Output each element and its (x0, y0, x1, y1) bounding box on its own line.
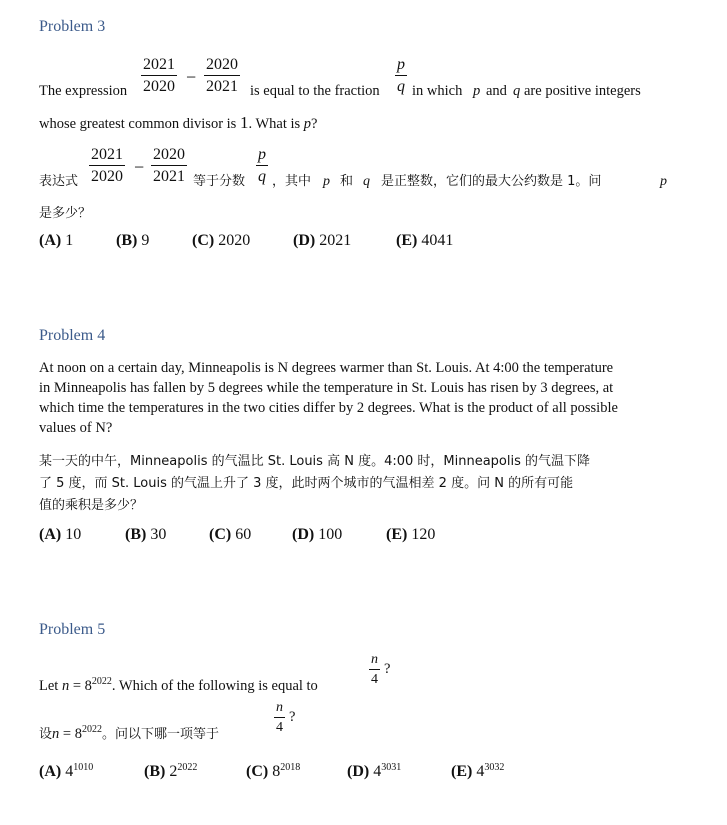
problem-4-en-line: values of N? (39, 420, 113, 436)
choice-label: (E) (396, 232, 418, 249)
choice-exponent: 2018 (280, 762, 301, 773)
problem-4-zh-statement (39, 451, 699, 517)
problem-3-en-line2 (39, 113, 317, 134)
problem-5-zh-mid: 。问以下哪一项等于 (101, 727, 219, 742)
choice-label: (D) (347, 763, 370, 780)
problem-4-zh-line: 值的乘积是多少？ (39, 498, 144, 513)
var-n: n (61, 678, 70, 694)
choice-label: (B) (144, 763, 166, 780)
choice-base: 8 (272, 763, 281, 780)
denominator: 2020 (143, 78, 175, 95)
problem-3-zh-text-e: 是正整数，它们的最大公约数是 1。问 (381, 174, 602, 189)
choice-label: (D) (292, 526, 315, 543)
zh-fraction-n-over-4 (274, 700, 285, 736)
choice-value: 30 (150, 526, 167, 543)
problem-3-choice-d[interactable] (293, 232, 351, 250)
choice-label: (D) (293, 232, 316, 249)
choice-label: (A) (39, 232, 62, 249)
minus-sign: − (134, 157, 145, 177)
base: 8 (84, 678, 92, 694)
denominator: q (258, 168, 266, 185)
problem-5-choice-d[interactable] (347, 762, 401, 781)
numerator: 2020 (204, 56, 240, 76)
choice-label: (C) (246, 763, 269, 780)
choice-base: 2 (169, 763, 178, 780)
choice-value: 1 (65, 232, 74, 249)
problem-3-choice-b[interactable] (116, 232, 149, 250)
exponent: 2022 (91, 676, 112, 687)
choice-value: 2020 (218, 232, 251, 249)
question-mark: ? (289, 709, 296, 725)
denominator: 4 (276, 720, 283, 735)
problem-3-choice-e[interactable] (396, 232, 453, 250)
problem-4-choice-d[interactable] (292, 526, 342, 544)
zh-fraction-p-over-q (256, 146, 268, 186)
power-8-2022 (75, 726, 102, 742)
problem-5-choice-b[interactable] (144, 762, 197, 781)
zh-fraction-2020-over-2021 (151, 146, 187, 186)
numerator: 2021 (89, 146, 125, 166)
problem-3-en-line2-b: . What is (248, 116, 301, 132)
choice-value: 100 (318, 526, 343, 543)
choice-value: 2021 (319, 232, 352, 249)
problem-3-en-text-a: The expression (39, 83, 128, 99)
var-q: q (513, 83, 521, 99)
problem-3-en-text-d: and (486, 83, 507, 99)
fraction-p-over-q (395, 56, 407, 96)
fraction-n-over-4 (369, 652, 380, 688)
choice-label: (E) (451, 763, 473, 780)
fraction-2020-over-2021 (204, 56, 240, 96)
fraction-2021-over-2020 (141, 56, 177, 96)
problem-5-choice-c[interactable] (246, 762, 300, 781)
problem-3-zh-text-a: 表达式 (39, 174, 79, 189)
var-q: q (363, 174, 370, 189)
problem-4-choice-b[interactable] (125, 526, 166, 544)
var-n: n (52, 726, 60, 742)
choice-exponent: 2022 (177, 762, 198, 773)
choice-value: 9 (141, 232, 150, 249)
choice-label: (A) (39, 763, 62, 780)
choice-base: 4 (65, 763, 74, 780)
power-8-2022 (85, 678, 112, 694)
numerator: n (369, 652, 380, 670)
zh-fraction-2021-over-2020 (89, 146, 125, 186)
problem-5-choice-e[interactable] (451, 762, 504, 781)
numerator: p (256, 146, 268, 166)
problem-5-zh-line (39, 720, 219, 745)
problem-4-en-line: which time the temperatures in the two cities differ by 2 degrees. What is the product of all possible (39, 400, 618, 416)
choice-label: (C) (192, 232, 215, 249)
choice-value: 4041 (421, 232, 454, 249)
problem-4-heading: Problem 4 (39, 327, 106, 344)
choice-exponent: 1010 (73, 762, 94, 773)
denominator: 4 (371, 672, 378, 687)
choice-value: 10 (65, 526, 82, 543)
numerator: n (274, 700, 285, 718)
choice-label: (A) (39, 526, 62, 543)
denominator: 2020 (91, 168, 123, 185)
problem-5-en-line (39, 672, 318, 696)
equals-sign: = (62, 726, 72, 742)
choice-exponent: 3031 (381, 762, 402, 773)
problem-4-en-line: in Minneapolis has fallen by 5 degrees while the temperature in St. Louis has risen by 3 degrees, at (39, 380, 614, 396)
problem-3-heading: Problem 3 (39, 18, 106, 35)
problem-5-choice-a[interactable] (39, 762, 93, 781)
numerator: p (395, 56, 407, 76)
var-p: p (303, 116, 312, 132)
numerator: 2020 (151, 146, 187, 166)
denominator: 2021 (153, 168, 185, 185)
problem-5-heading: Problem 5 (39, 621, 106, 638)
var-p: p (473, 83, 481, 99)
problem-3-en-line2-a: whose greatest common divisor is (39, 116, 237, 132)
problem-4-en-line: At noon on a certain day, Minneapolis is N degrees warmer than St. Louis. At 4:00 the temperature (39, 360, 614, 376)
problem-4-choice-c[interactable] (209, 526, 251, 544)
equals-sign: = (72, 678, 82, 694)
problem-3-zh-line2: 是多少？ (39, 206, 92, 221)
choice-label: (B) (125, 526, 147, 543)
problem-5-en-mid: . Which of the following is equal to (111, 678, 318, 694)
problem-4-en-statement (39, 358, 699, 438)
problem-3-zh-text-d: 和 (340, 174, 354, 189)
let-word: Let (39, 678, 59, 694)
number-one: 1 (239, 113, 249, 132)
choice-base: 4 (476, 763, 485, 780)
denominator: q (397, 78, 405, 95)
problem-4-zh-line: 了 5 度，而 St. Louis 的气温上升了 3 度，此时两个城市的气温相差 2 度。问 N 的所有可能 (39, 476, 574, 491)
problem-4-choice-e[interactable] (386, 526, 435, 544)
choice-value: 120 (411, 526, 436, 543)
numerator: 2021 (141, 56, 177, 76)
problem-3-zh-text-b: 等于分数 (193, 174, 246, 189)
var-p: p (323, 174, 330, 189)
problem-3-en-text-e: are positive integers (524, 83, 641, 99)
problem-3-en-text-c: in which (412, 83, 463, 99)
problem-3-zh-text-c: ，其中 (272, 174, 312, 189)
choice-base: 4 (373, 763, 382, 780)
choice-label: (C) (209, 526, 232, 543)
exponent: 2022 (81, 724, 102, 735)
problem-3-choice-a[interactable] (39, 232, 73, 250)
denominator: 2021 (206, 78, 238, 95)
minus-sign: − (186, 67, 197, 87)
question-mark: ? (311, 116, 318, 132)
choice-value: 60 (235, 526, 252, 543)
problem-3-choice-c[interactable] (192, 232, 250, 250)
var-p: p (660, 174, 667, 189)
problem-4-choice-a[interactable] (39, 526, 81, 544)
let-word-zh: 设 (39, 727, 53, 742)
question-mark: ? (384, 661, 391, 677)
choice-label: (B) (116, 232, 138, 249)
problem-4-zh-line: 某一天的中午，Minneapolis 的气温比 St. Louis 高 N 度。4:00 时，Minneapolis 的气温下降 (39, 454, 590, 469)
base: 8 (74, 726, 82, 742)
choice-label: (E) (386, 526, 408, 543)
choice-exponent: 3032 (484, 762, 505, 773)
problem-3-en-text-b: is equal to the fraction (250, 83, 380, 99)
